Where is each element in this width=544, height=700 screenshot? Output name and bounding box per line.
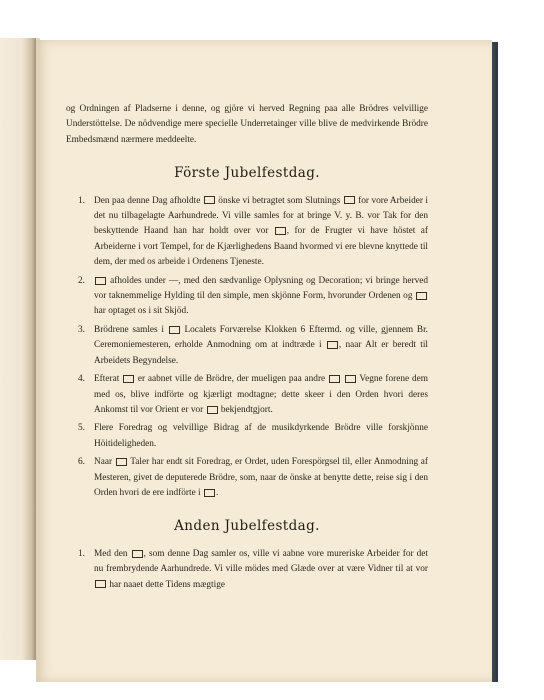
- item-text: afholdes under —, med den sædvanlige Oplysning og Decoration; vi bringe herved vor taknemmelige Hylding til den simple, men skjönne Form, hvorunder Ordenen og har optaget os i sit Skjöd.: [94, 275, 428, 317]
- lodge-symbol: [207, 406, 218, 414]
- lodge-symbol: [169, 326, 180, 334]
- item-text: Flere Foredrag og velvillige Bidrag af de musikdyrkende Brödre ville forskjönne Höitideligheden.: [94, 423, 428, 449]
- item-number: 2.: [78, 275, 85, 286]
- item-text: Den paa denne Dag afholdte önske vi betragtet som Slutnings for vore Arbeider i det nu tilbagelagte Aarhundrede. Vi ville samles for at bringe V. y. B. vor Tak for den beskyttende Haand han har holdt over vor , for de Frugter vi have höstet af Arbeiderne i vort Tempel, for de Kjærlighedens Baand hvormed vi ere blevne knyttede til dem, der med os arbeide i Ordenens Tjeneste.: [94, 195, 428, 268]
- lodge-symbol: [345, 375, 356, 383]
- lodge-symbol: [275, 227, 286, 235]
- list-item: [66, 274, 428, 320]
- item-text: Efterat er aabnet ville de Brödre, der mueligen paa andre Vegne forene dem med os, blive indförte og kjærligt modtagne; dette skeer i den Orden hvori deres Ankomst til vor Orient er vor bekjendtgjort.: [94, 374, 428, 415]
- intro-paragraph: og Ordningen af Pladserne i denne, og gjöre vi herved Regning paa alle Brödres velvillige Understöttelse. De nödvendige mere specielle Underretainger ville blive de medvirkende Brödre Embedsmænd nærmere meddeelte.: [66, 104, 428, 145]
- lodge-symbol: [204, 489, 215, 497]
- lodge-symbol: [344, 196, 355, 204]
- gutter-shadow: [22, 38, 36, 660]
- lodge-symbol: [416, 292, 427, 300]
- lodge-symbol: [204, 196, 215, 204]
- item-number: 1.: [78, 195, 85, 206]
- list-item: [66, 323, 428, 369]
- item-number: 4.: [78, 374, 85, 385]
- lodge-symbol: [116, 458, 127, 466]
- section-forste: [66, 166, 428, 501]
- list-item: [66, 194, 428, 271]
- page-text: [66, 102, 428, 596]
- section-heading: Förste Jubelfestdag.: [174, 165, 320, 182]
- item-number: 5.: [78, 423, 85, 434]
- lodge-symbol: [123, 375, 134, 383]
- list-item: [66, 547, 428, 593]
- item-number: 1.: [78, 548, 85, 559]
- list-item: [66, 421, 428, 452]
- lodge-symbol: [132, 550, 143, 558]
- lodge-symbol: [95, 277, 106, 285]
- section-anden: [66, 519, 428, 593]
- section-heading: Anden Jubelfestdag.: [174, 518, 320, 535]
- item-text: Med den , som denne Dag samler os, ville vi aabne vore mureriske Arbeider for det nu frembrydende Aarhundrede. Vi ville mödes med Glæde over at være Vidner til at vor har naaet dette Tidens mægtige: [94, 548, 428, 590]
- list-item: [66, 455, 428, 501]
- lodge-symbol: [95, 580, 106, 588]
- lodge-symbol: [327, 341, 338, 349]
- item-text: Naar Taler har endt sit Foredrag, er Ordet, uden Forespörgsel til, eller Anmodning af Mesteren, givet de deputerede Brödre, som, naar de önske at benytte dette, reise sig i den Orden hvori de ere indförte i .: [94, 457, 429, 498]
- item-text: Brödrene samles i Localets Forværelse Klokken 6 Eftermd. og ville, gjennem Br. Ceremoniemesteren, erholde Anmodning om at indtræde i , naar Alt er beredt til Arbeidets Begyndelse.: [94, 324, 429, 366]
- lodge-symbol: [329, 375, 340, 383]
- item-number: 6.: [78, 457, 85, 468]
- list-item: [66, 372, 428, 418]
- item-number: 3.: [78, 324, 85, 335]
